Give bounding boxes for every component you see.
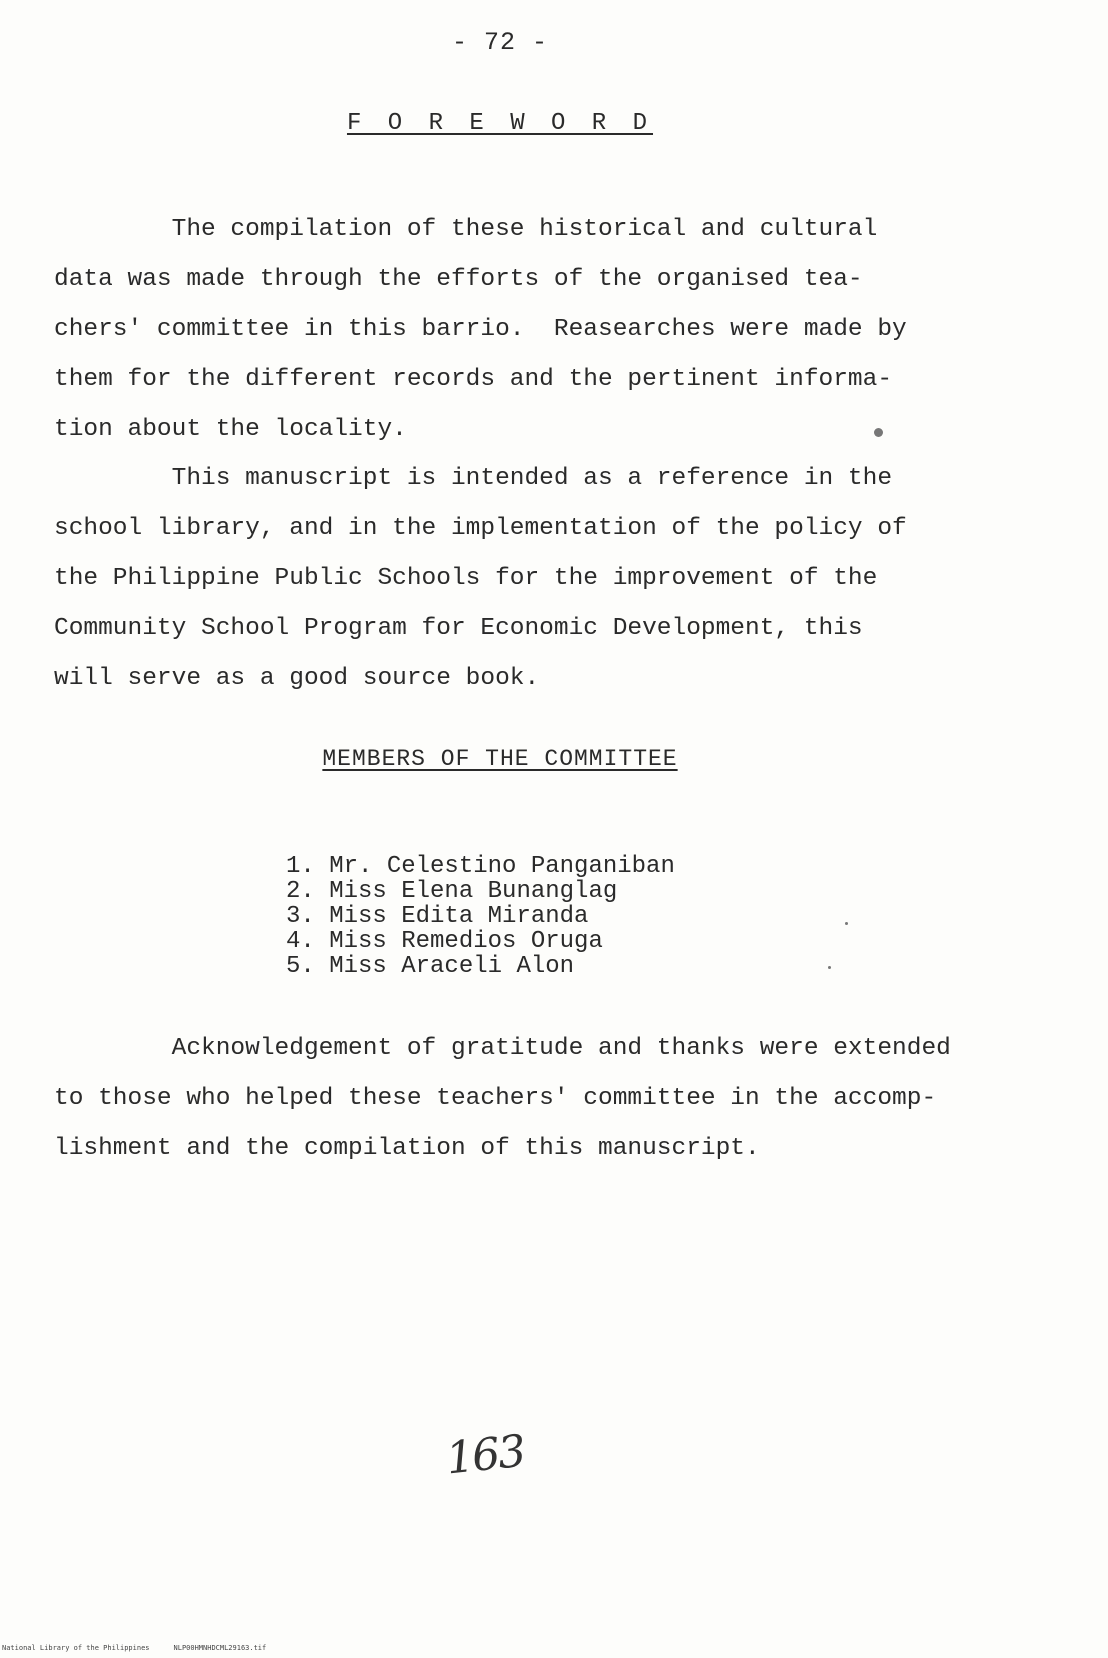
- text-line: This manuscript is intended as a reference in the: [54, 465, 893, 492]
- committee-member-list: [286, 854, 846, 979]
- foreword-paragraph-1: [54, 205, 954, 455]
- text-line: will serve as a good source book.: [54, 665, 540, 692]
- committee-member: 2. Miss Elena Bunanglag: [286, 878, 618, 905]
- acknowledgement-paragraph: [54, 1024, 954, 1174]
- text-line: tion about the locality.: [54, 416, 407, 443]
- handwritten-page-number: 163: [443, 1425, 527, 1485]
- text-line: the Philippine Public Schools for the improvement of the: [54, 565, 878, 592]
- text-line: Community School Program for Economic Development, this: [54, 615, 863, 642]
- text-line: school library, and in the implementation of the policy of: [54, 515, 907, 542]
- footer-caption: [2, 1644, 290, 1652]
- text-line: The compilation of these historical and cultural: [54, 216, 878, 243]
- text-line: Acknowledgement of gratitude and thanks were extended: [54, 1035, 951, 1062]
- text-line: lishment and the compilation of this manuscript.: [54, 1135, 760, 1162]
- page-number: - 72 -: [451, 28, 548, 57]
- committee-member: 3. Miss Edita Miranda: [286, 903, 589, 930]
- committee-member: 5. Miss Araceli Alon: [286, 953, 575, 980]
- text-line: them for the different records and the pertinent informa-: [54, 366, 893, 393]
- text-line: data was made through the efforts of the organised tea-: [54, 266, 863, 293]
- foreword-paragraph-2: [54, 454, 954, 704]
- committee-member: 4. Miss Remedios Oruga: [286, 928, 603, 955]
- text-line: to those who helped these teachers' committee in the accomp-: [54, 1085, 937, 1112]
- committee-heading: MEMBERS OF THE COMMITTEE: [322, 746, 678, 772]
- page-title: F O R E W O R D: [346, 110, 654, 137]
- footer-file: NLP00HMNHDCML29163.tif: [173, 1644, 267, 1652]
- committee-member: 1. Mr. Celestino Panganiban: [286, 853, 675, 880]
- footer-source: National Library of the Philippines: [2, 1644, 150, 1652]
- text-line: chers' committee in this barrio. Reasearches were made by: [54, 316, 907, 343]
